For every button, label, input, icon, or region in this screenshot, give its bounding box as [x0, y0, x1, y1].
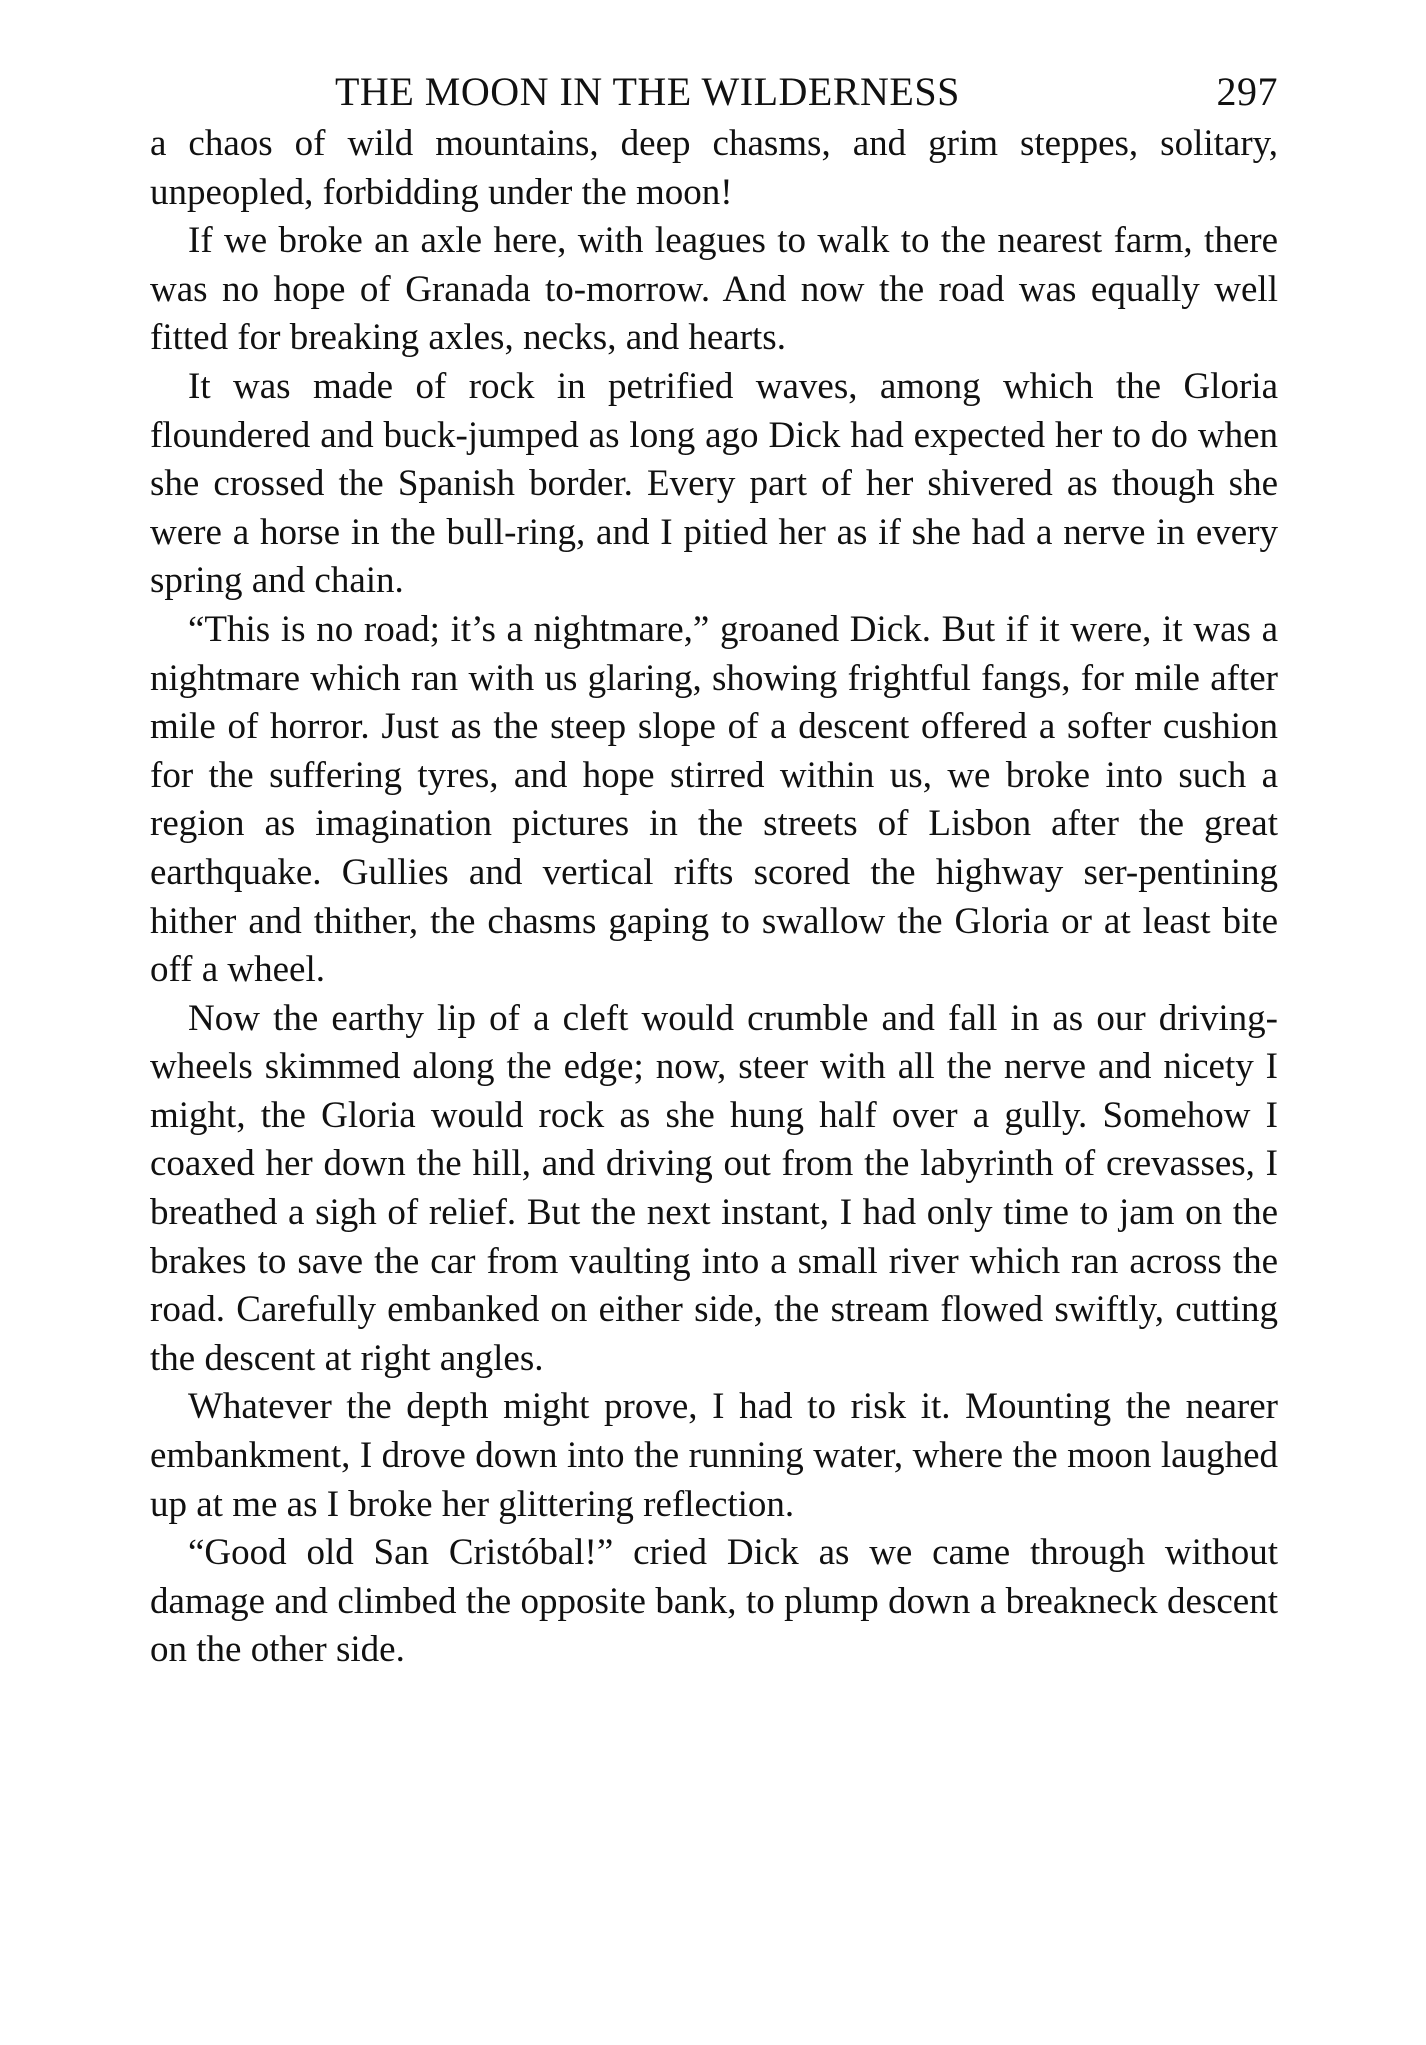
paragraph-7: “Good old San Cristóbal!” cried Dick as we came through without damage and climbed the opposite bank, to plump down a breakneck descent on the other side. [150, 1532, 1278, 1671]
running-header [150, 62, 1278, 122]
paragraph-3: It was made of rock in petrified waves, among which the Gloria floundered and buck-jumped as long ago Dick had expected her to do when she crossed the Spanish border. Every part of her shivered as though she were a horse in the bull-ring, and I pitied her as if she had a nerve in every spring and chain. [150, 365, 1278, 602]
running-title: THE MOON IN THE WILDERNESS [335, 69, 960, 114]
paragraph-4: “This is no road; it’s a nightmare,” groaned Dick. But if it were, it was a nightmare which ran with us glaring, showing frightful fangs, for mile after mile of horror. Just as the steep slope of a descent offered a softer cushion for the suffering tyres, and hope stirred within us, we broke into such a region as imagination pictures in the streets of Lisbon after the great earthquake. Gullies and vertical rifts scored the highway ser-pentining hither and thither, the chasms gaping to swallow the Gloria or at least bite off a wheel. [150, 608, 1278, 991]
body-text [150, 120, 1278, 1675]
paragraph-5: Now the earthy lip of a cleft would crumble and fall in as our driving-wheels skimmed along the edge; now, steer with all the nerve and nicety I might, the Gloria would rock as she hung half over a gully. Somehow I coaxed her down the hill, and driving out from the labyrinth of crevasses, I breathed a sigh of relief. But the next instant, I had only time to jam on the brakes to save the car from vaulting into a small river which ran across the road. Carefully embanked on either side, the stream flowed swiftly, cutting the descent at right angles. [150, 997, 1278, 1379]
paragraph-6: Whatever the depth might prove, I had to risk it. Mounting the nearer embankment, I drove down into the running water, where the moon laughed up at me as I broke her glittering reflection. [150, 1386, 1278, 1525]
paragraph-2: If we broke an axle here, with leagues to walk to the nearest farm, there was no hope of Granada to-morrow. And now the road was equally well fitted for breaking axles, necks, and hearts. [150, 220, 1278, 359]
paragraph-1: a chaos of wild mountains, deep chasms, and grim steppes, solitary, unpeopled, forbidding under the moon! [150, 123, 1278, 213]
page-number: 297 [1216, 69, 1278, 114]
book-page [150, 62, 1278, 1675]
